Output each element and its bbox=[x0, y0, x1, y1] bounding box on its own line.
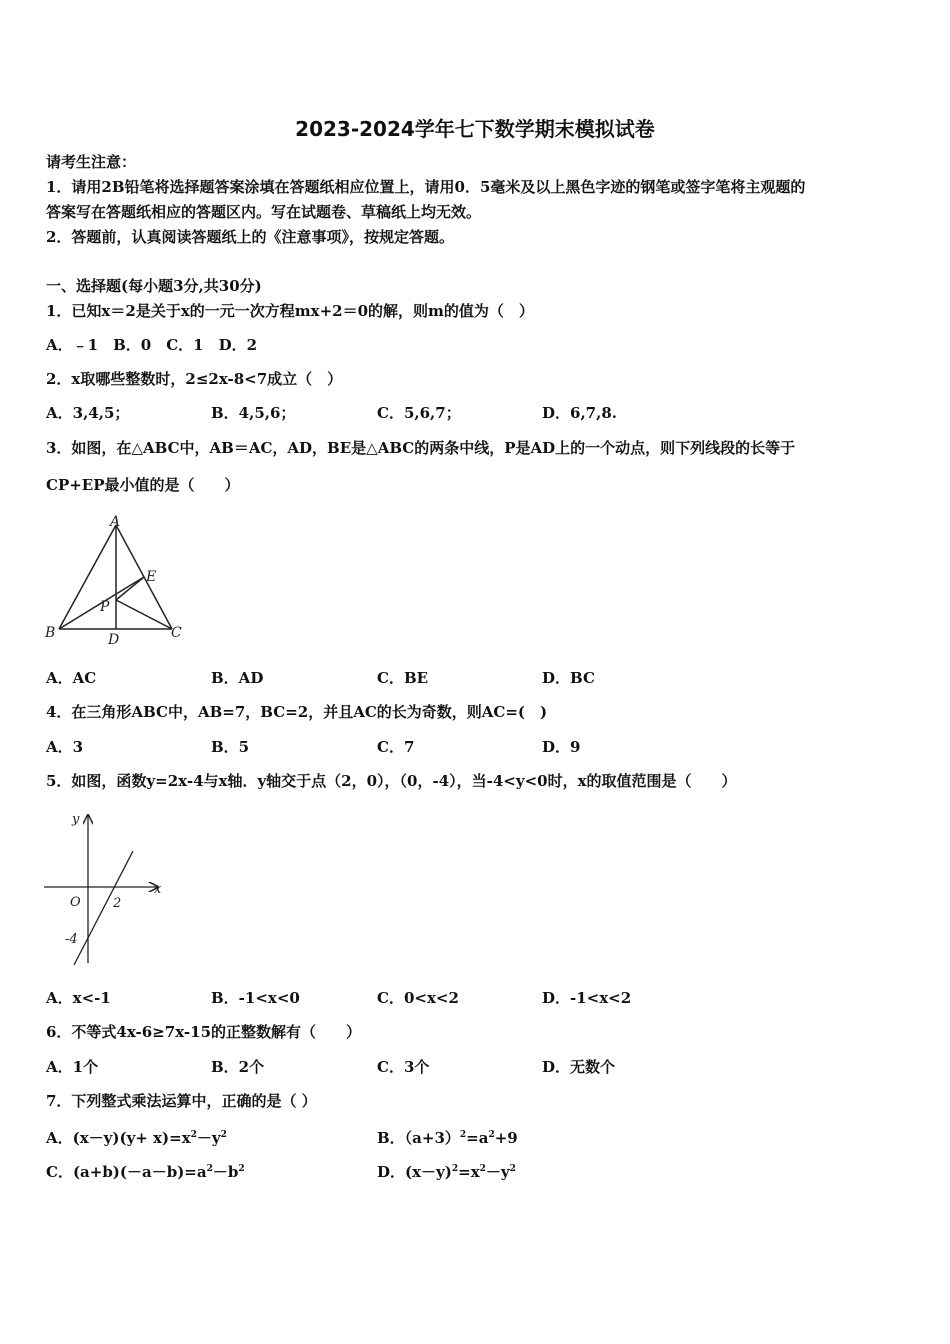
label-a: A bbox=[110, 514, 121, 530]
q7-option-b: B．$(a+3)^2=a^2+9$ bbox=[377, 1129, 518, 1147]
q6-option-c: C．3个 bbox=[377, 1058, 430, 1076]
q2-option-c: C．5,6,7； bbox=[377, 404, 461, 422]
notice-heading: 请考生注意： bbox=[46, 153, 137, 171]
origin-label: O bbox=[70, 895, 81, 910]
x-axis-label: x bbox=[154, 882, 162, 897]
page-title: 2023-2024学年七下数学期末模拟试卷 bbox=[295, 117, 655, 141]
q7-option-d: D．$(x-y)^2=x^2-y^2$ bbox=[377, 1163, 516, 1181]
q4-stem: 4．在三角形ABC中，AB=7，BC=2，并且AC的长为奇数，则AC=( ) bbox=[46, 703, 548, 721]
notice-line-1-cont: 答案写在答题纸相应的答题区内。写在试题卷、草稿纸上均无效。 bbox=[46, 203, 482, 221]
q5-option-b: B．-1<x<0 bbox=[211, 989, 300, 1007]
notice-line-1: 1．请用2B铅笔将选择题答案涂填在答题纸相应位置上，请用0．5毫米及以上黑色字迹的钢笔或签字笔将主观题的 bbox=[46, 178, 806, 196]
q6-option-a: A．1个 bbox=[46, 1058, 99, 1076]
label-b: B bbox=[45, 625, 56, 641]
q3-stem-line1: 3．如图，在△ABC中，AB＝AC，AD，BE是△ABC的两条中线，P是AD上的一个动点，则下列线段的长等于 bbox=[46, 439, 796, 457]
q2-option-b: B．4,5,6； bbox=[211, 404, 296, 422]
q3-stem-line2: CP+EP最小值的是（ ） bbox=[46, 476, 240, 494]
q4-option-a: A．3 bbox=[46, 738, 84, 756]
q5-option-d: D．-1<x<2 bbox=[542, 989, 632, 1007]
label-d: D bbox=[108, 632, 120, 648]
q6-option-b: B．2个 bbox=[211, 1058, 265, 1076]
q2-stem: 2．x取哪些整数时，2≤2x-8<7成立（ ） bbox=[46, 370, 343, 388]
y-intercept-label: -4 bbox=[65, 932, 78, 947]
q6-option-d: D．无数个 bbox=[542, 1058, 616, 1076]
label-e: E bbox=[146, 569, 157, 585]
function-line bbox=[74, 851, 133, 965]
notice-line-2: 2．答题前，认真阅读答题纸上的《注意事项》，按规定答题。 bbox=[46, 228, 454, 246]
q1-stem: 1．已知x＝2是关于x的一元一次方程mx+2＝0的解，则m的值为（ ） bbox=[46, 302, 534, 320]
q3-option-a: A．AC bbox=[46, 669, 97, 687]
q7-stem: 7．下列整式乘法运算中，正确的是（ ） bbox=[46, 1092, 317, 1110]
q4-option-d: D．9 bbox=[542, 738, 581, 756]
q4-option-c: C．7 bbox=[377, 738, 415, 756]
q5-option-c: C．0<x<2 bbox=[377, 989, 459, 1007]
q2-option-d: D．6,7,8. bbox=[542, 404, 617, 422]
q7-option-c: C．$(a+b)(-a-b)=a^2-b^2$ bbox=[46, 1163, 245, 1181]
q3-triangle-figure bbox=[38, 510, 198, 650]
q6-stem: 6．不等式4x-6≥7x-15的正整数解有（ ） bbox=[46, 1023, 362, 1041]
q7-option-a: A．$(x-y)(y+ x)=x^2-y^2$ bbox=[46, 1129, 227, 1147]
q2-option-a: A．3,4,5； bbox=[46, 404, 130, 422]
y-axis-label: y bbox=[72, 812, 80, 827]
label-c: C bbox=[171, 625, 182, 641]
q4-option-b: B．5 bbox=[211, 738, 250, 756]
q5-stem: 5．如图，函数y=2x-4与x轴．y轴交于点（2，0），（0，-4），当-4<y<0时，x的取值范围是（ ） bbox=[46, 772, 737, 790]
q3-option-d: D．BC bbox=[542, 669, 595, 687]
q3-option-c: C．BE bbox=[377, 669, 429, 687]
q5-graph-figure bbox=[38, 805, 168, 970]
section-heading: 一、选择题(每小题3分,共30分) bbox=[46, 277, 262, 295]
q1-options: A．﹣1 B．0 C．1 D．2 bbox=[46, 336, 258, 354]
segment-pe bbox=[116, 577, 144, 600]
q3-option-b: B．AD bbox=[211, 669, 264, 687]
q5-option-a: A．x<-1 bbox=[46, 989, 111, 1007]
label-p: P bbox=[100, 599, 110, 615]
x-intercept-label: 2 bbox=[113, 896, 122, 911]
